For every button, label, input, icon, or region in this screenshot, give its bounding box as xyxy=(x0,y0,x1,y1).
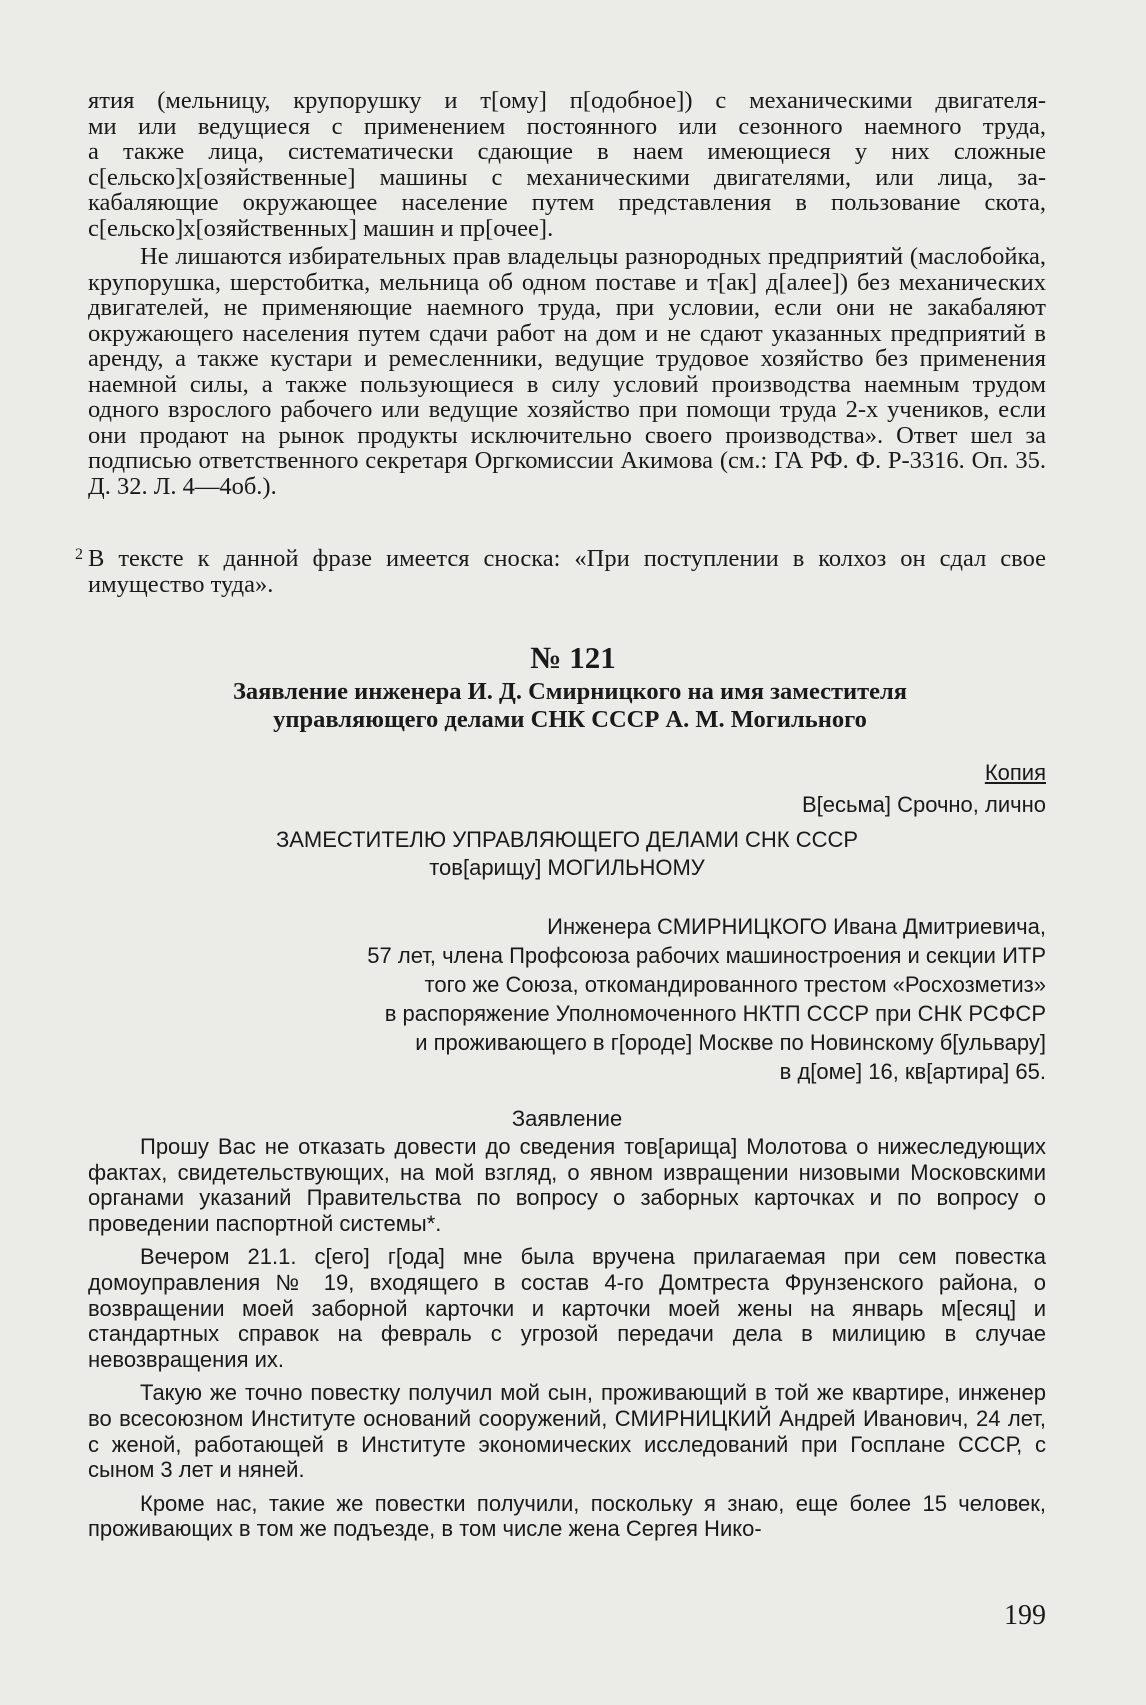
sender-block xyxy=(88,912,1046,1086)
sender-line: 57 лет, члена Профсоюза рабочих машиностроения и секции ИТР xyxy=(367,943,1046,968)
paragraph: Кроме нас, такие же повестки получили, поскольку я знаю, еще более 15 человек, проживающих в том же подъезде, в том числе жена Сергея Нико- xyxy=(88,1490,1046,1542)
statement-body xyxy=(88,1134,1046,1542)
paragraph: Вечером 21.1. с[его] г[ода] мне была вручена прилагаемая при сем повестка домоуправления № 19, входящего в состав 4-го Домтреста Фрунзенского района, о возвращении моей заборной карточки и карточки моей жены на январь м[есяц] и стандартных справок на февраль с угрозой передачи дела в милицию в случае невозвращения их. xyxy=(88,1244,1046,1372)
title-line: Заявление инженера И. Д. Смирницкого на имя заместителя xyxy=(232,678,908,705)
footnote-text: В тексте к данной фразе имеется сноска: «При поступлении в колхоз он сдал свое имущество туда». xyxy=(88,545,1046,598)
document-title xyxy=(120,678,1020,734)
text-line: с[ельско]х[озяйственные] машины с механическими двигателями, или лица, за- xyxy=(88,163,1046,191)
copy-label-row xyxy=(88,760,1046,786)
text-line: ятия (мельницу, крупорушку и т[ому] п[одобное]) с механическими двигателя- xyxy=(88,87,1046,114)
sender-line: в распоряжение Уполномоченного НКТП СССР при СНК РСФСР xyxy=(384,1001,1046,1026)
copy-label: Копия xyxy=(984,760,1046,785)
sender-line: и проживающего в г[ороде] Москве по Новинскому б[ульвару] xyxy=(415,1030,1046,1055)
sender-line: того же Союза, откомандированного трестом «Росхозметиз» xyxy=(424,972,1046,997)
page-number: 199 xyxy=(1004,1600,1046,1631)
document-number: № 121 xyxy=(530,640,616,675)
paragraph: Не лишаются избирательных прав владельцы разнородных предприятий (маслобойка, крупорушка, шерстобитка, мельница об одном поставе и т[ак] д[алее]) без механических двигателей, не применяющие наемного труда, при условии, если они не закабаляют окружающего населения путем сдачи работ на дом и не сдают указанных предприятий в аренду, а также кустари и ремесленники, ведущие трудовое хозяйство без применения наемной силы, а также пользующиеся в силу условий производства наемным трудом одного взрослого рабочего или ведущие хозяйство при помощи труда 2-х учеников, если они продают на рынок продукты исключительно своего производства». Ответ шел за подписью ответственного секретаря Оргкомиссии Акимова (см.: ГА РФ. Ф. Р-3316. Оп. 35. Д. 32. Л. 4—4об.). xyxy=(88,243,1046,500)
sender-line: в д[оме] 16, кв[артира] 65. xyxy=(779,1059,1046,1084)
paragraph: Такую же точно повестку получил мой сын, проживающий в той же квартире, инженер во всесоюзном Институте оснований сооружений, СМИРНИЦКИЙ Андрей Иванович, 24 лет, с женой, работающей в Институте экономических исследований при Госплане СССР, с сыном 3 лет и няней. xyxy=(88,1380,1046,1483)
text-line: с[ельско]х[озяйственных] машин и пр[очее]. xyxy=(88,214,554,242)
text-line: кабаляющие окружающее население путем представления в пользование скота, xyxy=(88,189,1046,216)
addressee-line: ЗАМЕСТИТЕЛЮ УПРАВЛЯЮЩЕГО ДЕЛАМИ СНК СССР xyxy=(275,827,859,852)
addressee-line: тов[арищу] МОГИЛЬНОМУ xyxy=(429,855,705,880)
footnote xyxy=(75,545,1046,598)
urgency-note: В[есьма] Срочно, лично xyxy=(802,792,1046,817)
text-line: ми или ведущиеся с применением постоянного или сезонного наемного труда, xyxy=(88,112,1046,140)
addressee xyxy=(88,826,1046,882)
continuation-paragraph xyxy=(88,88,1046,241)
sender-line: Инженера СМИРНИЦКОГО Ивана Дмитриевича, xyxy=(547,914,1046,939)
paragraph: Прошу Вас не отказать довести до сведения тов[арища] Молотова о нижеследующих фактах, свидетельствующих, на мой взгляд, о явном извращении низовыми Московскими органами указаний Правительства по вопросу о заборных карточках и по вопросу о проведении паспортной системы*. xyxy=(88,1134,1046,1236)
title-line: управляющего делами СНК СССР А. М. Могильного xyxy=(273,706,867,733)
footnote-mark: 2 xyxy=(75,546,83,563)
statement-heading: Заявление xyxy=(511,1106,623,1131)
text-line: а также лица, систематически сдающие в наем имеющиеся у них сложные xyxy=(88,138,1046,165)
